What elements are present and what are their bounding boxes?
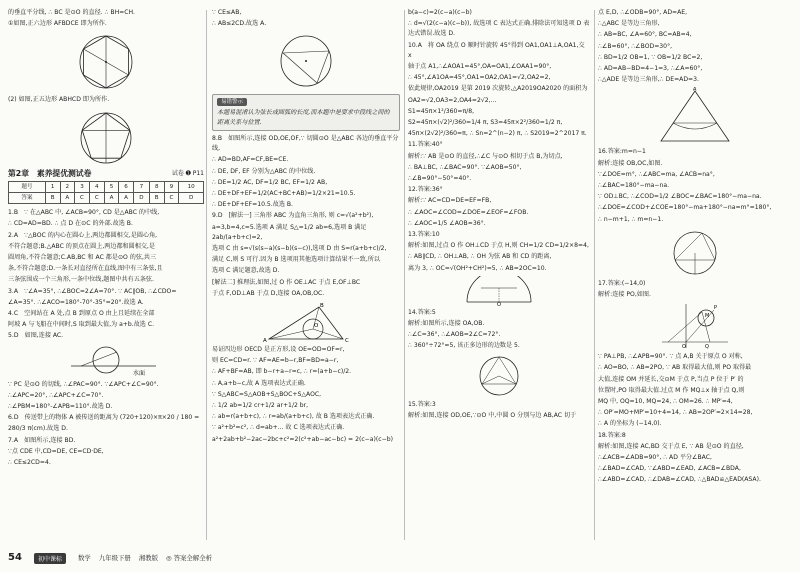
incircle-triangle-figure bbox=[261, 301, 351, 343]
c3-item: b(a−c)=2(c−a)(c−b) bbox=[408, 9, 472, 16]
c3-item: ∴ AB∥CD, ∴ OH⊥AB, ∴ OH 为弦 AB 和 CD 的距离, bbox=[408, 253, 552, 261]
column-3 bbox=[408, 8, 590, 546]
qnum-cell: 1 bbox=[45, 181, 60, 192]
c3-item: 解析:如图,连接 OD,OE,∵⊙O 中,中圆 O 分别与边 AB,AC 切于 bbox=[408, 411, 577, 419]
c4-item: ∴∠ABD=∠CAD, ∴∠DAB=∠CAD, ∴△BAD≌△EAD(ASA). bbox=[598, 476, 761, 484]
c4-item: ∴△ABC 是等边三角形, bbox=[598, 20, 660, 28]
section-title: 第2章 素养提优测试卷 bbox=[8, 168, 92, 178]
section-tag: 试卷 ➊ P11 bbox=[171, 169, 204, 177]
c2-item: ∴ A,a+b−c,故 A 选项表达式正确. bbox=[212, 379, 306, 387]
column-divider bbox=[206, 10, 207, 540]
c4-item: ∴ AO=BO, ∴ AB=2PO, ∵ AB 取得最大值,则 PO 取得最 bbox=[598, 364, 752, 372]
c2-item: ∴ ab=r(a+b+c), ∴ r=ab/(a+b+c), 故 B 选项表达式正确. bbox=[212, 413, 375, 421]
c1-item: 6.D 传送带上的物体 A 被传送的距离为 (720+120)×π×20 / 180 = bbox=[8, 414, 200, 422]
answer-cell: D bbox=[179, 193, 204, 204]
c2-item: ∴ DE, DF, EF 分别为△ABC 的中位线. bbox=[212, 167, 316, 175]
c4-item: MQ 中, OQ=10, MQ=24, ∴ OM=26. ∴ MP′=4, bbox=[598, 398, 733, 406]
fig-label: A bbox=[693, 87, 697, 93]
fig-label: A bbox=[263, 338, 267, 344]
c3-item: 解析:∵ AB 是⊙O 的直径,∴∠C 与⊙O 相切于点 B,为切点, bbox=[408, 152, 563, 160]
water-circle-figure bbox=[51, 344, 161, 378]
c4-item: ∵ PA⊥PB, ∴∠APB=90°. ∵ 点 A,B 关于原点 O 对称, bbox=[598, 353, 743, 361]
c2-line: ∴ AB≤2CD.故选 A. bbox=[212, 20, 267, 28]
qnum-cell: 7 bbox=[133, 181, 149, 192]
column-1 bbox=[8, 8, 204, 546]
qnum-cell: 3 bbox=[75, 181, 90, 192]
fig-label: B bbox=[320, 303, 324, 310]
c3-item: 12.答案:36° bbox=[408, 186, 443, 194]
qnum-cell: 4 bbox=[89, 181, 104, 192]
c3-item: S2=45π×(√2)²/360=1/4 π, S3=45π×2²/360=1/2 π, bbox=[408, 119, 563, 127]
c2-item: ∴ DE+DF+EF=10.5.故选 B. bbox=[212, 201, 293, 209]
answer-cell: D bbox=[133, 193, 149, 204]
c3-item: S1=45π×1²/360=π/8, bbox=[408, 107, 475, 115]
c1-item: 5.D 如图,连接 AC. bbox=[8, 332, 64, 340]
answer-cell: C bbox=[164, 193, 179, 204]
c4-item: ∴△ADE 是等边三角形,∴ DE=AD=3. bbox=[598, 76, 699, 84]
c1-item: 不符合题意;B.△ABC 的顶点在圆上,两边都和圆相交,是 bbox=[8, 242, 155, 250]
qnum-cell: 5 bbox=[104, 181, 119, 192]
c4-item: ∴ A 的坐标为 (−14,0). bbox=[598, 420, 662, 428]
column-4 bbox=[598, 8, 792, 546]
c3-item: 解析:如图,过点 O 作 OH⊥CD 于点 H,则 CH=1/2 CD=1/2×8=4, bbox=[408, 242, 589, 250]
page-number: 54 bbox=[8, 552, 22, 563]
pentagon-circle-figure bbox=[469, 354, 529, 398]
footer-book: 九年级下册 bbox=[98, 554, 131, 562]
water-label: 水面 bbox=[133, 369, 146, 377]
c2-item: a²+2ab+b²−2ac−2bc+c²=2(c²+ab−ac−bc) = 2(c−a)(c−b) bbox=[212, 435, 393, 443]
qnum-cell: 2 bbox=[60, 181, 75, 192]
c2-item: ∴ AF+BF=AB, 即 b−r+a−r=c, ∴ r=(a+b−c)/2. bbox=[212, 368, 352, 376]
c2-item: ∵ S△ABC=S△AOB+S△BOC+S△AOC, bbox=[212, 390, 322, 398]
qnum-cell: 8 bbox=[149, 181, 164, 192]
answer-cell: C bbox=[75, 193, 90, 204]
c4-item: 16.答案:m=n−1 bbox=[598, 148, 646, 156]
c3-item: ∴ ∠AOC=∠COD=∠DOE=∠EOF=∠FOB. bbox=[408, 208, 529, 216]
fig-label: P bbox=[714, 305, 718, 312]
c4-item: ∴ OP′=MO+MP′=10+4=14, ∴ AB=2OP′=2×14=28, bbox=[598, 409, 753, 417]
fig-label: O bbox=[497, 301, 501, 306]
c2-item: [解法二] 推理法,如图,过 O 作 OE⊥AC 于点 E,OF⊥BC bbox=[212, 278, 361, 286]
c1-item: ∵点 CDE 中,CD=DE, CE=CD·DE, bbox=[8, 447, 104, 455]
c4-item: 17.答案:(−14,0) bbox=[598, 279, 646, 287]
footer-edition: 湘教版 bbox=[138, 554, 158, 562]
c2-line: ∵ CE≤AB, bbox=[212, 9, 242, 16]
c3-item: ∴ BA⊥BC, ∴∠BAC=90°. ∵∠AOB=50°, bbox=[408, 163, 522, 171]
fig-label: Q bbox=[705, 344, 709, 351]
c3-item: 15.答案:3 bbox=[408, 400, 436, 408]
answer-cell: A bbox=[104, 193, 119, 204]
c1-item: ∵ PC 是⊙O 的切线, ∴∠PAC=90°. ∵∠APC+∠C=90°. bbox=[8, 380, 159, 388]
qnum-cell: 9 bbox=[164, 181, 179, 192]
semicircle-figure bbox=[459, 276, 539, 306]
c3-item: ∴ 360°÷72°=5, 该正多边形的边数是 5. bbox=[408, 342, 520, 350]
c3-item: 13.答案:10 bbox=[408, 231, 440, 239]
c3-item: 解析:∵ AC=CD=DE=EF=FB, bbox=[408, 197, 492, 205]
fig-label: O bbox=[682, 344, 686, 351]
c4-item: ∴∠BAD=∠CAD, ∵∠ABD=∠EAD, ∠ACB=∠BDA, bbox=[598, 465, 741, 473]
footer-badge: 初中课标 bbox=[34, 553, 66, 564]
c2-item: 9.D [解法一] 三角形 ABC 为直角三角形, 则 c=√(a²+b²), bbox=[212, 212, 374, 220]
c4-item: 解析:连接 OB,OC,如图. bbox=[598, 159, 663, 167]
c4-item: ∴ BD=1/2 OB=1, ∵ OB=1/2 BC=2, bbox=[598, 53, 703, 61]
c3-item: 11.答案:40° bbox=[408, 141, 443, 149]
c2-item: 选项 C 满足题意,故选 D. bbox=[212, 267, 280, 275]
c4-item: 解析:如图,连接 AC,BD 交于点 E, ∵ AB 是⊙O 的直径, bbox=[598, 442, 744, 450]
c2-item: ∴ AD=BD,AF=CF,BE=CE. bbox=[212, 156, 289, 164]
c1-item: ∴ CD=AD=BD. ∴ 点 D 在⊙C 的外部.故选 B. bbox=[8, 220, 133, 228]
c1-item: ∴∠APC=20°, ∴∠APC+∠C=70°. bbox=[8, 391, 104, 399]
c2-item: ∴ 1/2 ab=1/2 cr+1/2 ar+1/2 br, bbox=[212, 402, 309, 410]
c4-item: 位置时,PO 取得最大值.过点 M 作 MQ⊥x 轴于点 Q,则 bbox=[598, 386, 745, 394]
c1-item: 2.A ∵△BOC 的内心在圆心上,两边都圆相交,是圆心角, bbox=[8, 231, 158, 239]
column-divider bbox=[404, 10, 405, 540]
c1-item: ∴∠PBM=180°-∠APB=110°.故选 D. bbox=[8, 403, 113, 411]
fig-label: M bbox=[705, 313, 710, 320]
c4-item: 18.答案:8 bbox=[598, 431, 626, 439]
c2-item: a=3,b=4,c=5.选项 A 满足 S△=1/2 ab=6,选项 B 满足 2ab/(a+b+c)=2, bbox=[212, 223, 367, 241]
c2-item: 选项 C 由 s=√(s(s−a)(s−b)(s−c)),选项 D 由 S=r(a+b+c)/2, bbox=[212, 245, 387, 253]
c1-item: ∴ CE≤2CD=4. bbox=[8, 459, 51, 467]
answer-cell: B bbox=[45, 193, 60, 204]
fig-label: O bbox=[314, 323, 319, 330]
column-2 bbox=[212, 8, 400, 546]
section-heading bbox=[8, 169, 204, 179]
c4-item: ∴∠ACB=∠ADB=90°, ∴ AD 平分∠BAC, bbox=[598, 454, 712, 462]
c2-item: 则 EC=CD=r. ∵ AF=AE=b−r,BF=BD=a−r, bbox=[212, 357, 339, 365]
c2-item: ∴ DE+DF+EF=1/2(AC+BC+AB)=1/2×21=10.5. bbox=[212, 190, 356, 198]
c1-item: 1.B ∵ 在△ABC 中, ∠ACB=90°, CD 是△ABC 的中线, bbox=[8, 209, 160, 217]
c3-item: ∴∠C=36°, ∴∠AOB=2∠C=72°. bbox=[408, 331, 501, 339]
c4-item: ∴∠B=60°, ∴∠BOD=30°, bbox=[598, 42, 673, 50]
c1-item: 条,不符合题意;D.一条长对直径所在直线,图中有三条弦,且 bbox=[8, 265, 163, 273]
row-label: 答案 bbox=[9, 193, 46, 204]
column-divider bbox=[594, 10, 595, 540]
c3-item: ∴∠B=90°−50°=40°. bbox=[408, 175, 472, 183]
note-title: 易错警示 bbox=[217, 98, 247, 106]
c4-item: ∴ n−m+1, ∴ m=n−1. bbox=[598, 215, 664, 223]
note-box bbox=[212, 94, 400, 131]
c4-item: ∴ AB=BC, ∠A=60°, BC=AB=4, bbox=[598, 31, 692, 39]
c4-item: 大值,连接 OM 并延长,交⊙M 于点 P,当点 P 位于 P′ 的 bbox=[598, 375, 744, 383]
page-footer bbox=[0, 546, 800, 572]
c1-item: 三条弦围成一个三角形,一条中位线,题图中共有五条弦. bbox=[8, 276, 154, 284]
c3-item: 10.A 将 OA 绕点 O 顺时针旋转 45°得到 OA1,OA1⊥A,OA1,交 x bbox=[408, 41, 585, 59]
c4-item: ∴∠DOE=∠COD+∠COE=180°−ma+180°−na=m°=180°, bbox=[598, 204, 772, 212]
c3-item: 离为 3, ∴ OC=√(OH²+CH²)=5, ∴ AB=2OC=10. bbox=[408, 264, 547, 272]
fig-label: C bbox=[345, 338, 349, 344]
answer-table-answer-row bbox=[9, 193, 204, 204]
row-label: 题号 bbox=[9, 181, 46, 192]
c2-item: 易证四边形 OECD 是正方形,设 OE=OD=OF=r, bbox=[212, 346, 345, 354]
circle-chord-figure bbox=[271, 31, 341, 91]
qnum-cell: 10 bbox=[179, 181, 204, 192]
c4-item: ∴ AD=AB−BD=4−1=3, ∴∠A=60°, bbox=[598, 65, 703, 73]
note-text: 本题易混淆认为弦长或圆弧的长度,而本题中是要求中段线之间的距离关系与位置. bbox=[217, 108, 390, 126]
c1-item: 阿坡 A 与飞船在中间时,S 取到最大值,为 a+b.故选 C. bbox=[8, 321, 155, 329]
c1-item: 7.A 如图所示,连接 BD. bbox=[8, 436, 76, 444]
circle-ode-figure bbox=[662, 227, 728, 277]
equilateral-triangle-figure bbox=[655, 87, 735, 145]
c1-line: ①如图,正六边形 AFBDCE 即为所作. bbox=[8, 20, 107, 28]
c3-item: OA2=√2,OA3=2,OA4=2√2,... bbox=[408, 96, 497, 104]
pentagon-figure bbox=[71, 108, 141, 166]
c1-item: ∠A=35°. ∴∠ACO=180°-70°-35°=20°.故选 A. bbox=[8, 298, 144, 306]
qnum-cell: 6 bbox=[119, 181, 134, 192]
c1-line: 的垂直平分线, ∴ BC 是⊙O 的直径. ∴ BH=CH. bbox=[8, 9, 135, 16]
c3-item: 轴于点 A1,∴∠AOA1=45°,OA=OA1,∠OAA1=90°, bbox=[408, 63, 552, 71]
c4-item: 点 E,D, ∴∠ODB=90°, AD=AE, bbox=[598, 9, 688, 16]
footer-subject: 数学 bbox=[78, 554, 91, 562]
answer-cell: B bbox=[149, 193, 164, 204]
answer-cell: C bbox=[89, 193, 104, 204]
answer-table-qnum-row bbox=[9, 181, 204, 192]
c1-item: 圆周角,不符合题意;C.AB,BC 和 AC 都是⊙O 的弦,共三 bbox=[8, 254, 157, 262]
c3-item: 14.答案:5 bbox=[408, 308, 436, 316]
c3-item: 解析:如图所示,连接 OA,OB. bbox=[408, 320, 485, 328]
c1-line: (2) 如图,正五边形 ABHCD 即为所作. bbox=[8, 96, 110, 104]
c3-item: ∴ ∠AOC=1/5 ∠AOB=36°. bbox=[408, 219, 486, 227]
answer-cell: A bbox=[119, 193, 134, 204]
hexagon-figure bbox=[71, 31, 141, 93]
footer-info bbox=[78, 553, 218, 562]
c1-item: 4.C 空间站在 A 处,点 B 到原点 O 由上且延续在全部 bbox=[8, 310, 155, 318]
c4-item: ∴∠BAC=180°−ma−na. bbox=[598, 182, 670, 190]
c2-item: 8.B 如图所示,连接 OD,OE,OF,∵ 切圆⊙O 是△ABC 各边的垂直平分线, bbox=[212, 135, 399, 153]
footer-series: ◎ 答案全解全析 bbox=[166, 554, 212, 562]
c3-item: 依此规律,OA2019 是第 2019 次旋转,△A2019OA2020 的面积为 bbox=[408, 85, 588, 93]
c2-item: ∵ a²+b²=c², ∴ d=ab+... 故 C 选项表达式正确. bbox=[212, 424, 345, 432]
c4-item: ∵∠DOE=m°, ∴∠ABC=ma, ∠ACB=na°, bbox=[598, 170, 715, 178]
answer-cell: A bbox=[60, 193, 75, 204]
answer-table bbox=[8, 181, 204, 204]
c2-item: 于点 F,OD⊥AB 于点 D,连接 OA,OB,OC. bbox=[212, 289, 325, 297]
c2-item: 满足 C,则 S 可行.因为 B 选项用其他选项计算结果不一致,所以 bbox=[212, 256, 380, 264]
c1-item: 280/3 π(cm).故选 D. bbox=[8, 425, 68, 433]
c4-item: 解析:连接 PO,如图. bbox=[598, 291, 651, 299]
c3-item: ∴ d=√(2(c−a)(c−b)), 故选项 C 表达式正确.排除法可知选项 D 表达式错误.故选 D. bbox=[408, 20, 590, 38]
c3-item: 45π×(2√2)²/360=π, ∴ Sn=2^(n−2) π, ∴ S2019=2^2017 π. bbox=[408, 130, 587, 138]
coordinate-figure bbox=[660, 302, 730, 350]
c4-item: ∵ OD⊥BC, ∴∠COD=1/2 ∠BOC=∠BAC=180°−ma−na. bbox=[598, 193, 762, 201]
c1-item: 3.A ∵∠A=35°, ∴∠BOC=2∠A=70°. ∵ AC∥OB, ∴∠CDO= bbox=[8, 287, 177, 295]
c3-item: ∴ 45°,∠A1OA=45°,OA1=OA2,OA1=√2,OA2=2, bbox=[408, 74, 551, 82]
c2-item: ∴ DE=1/2 AC, DF=1/2 BC, EF=1/2 AB, bbox=[212, 178, 328, 186]
